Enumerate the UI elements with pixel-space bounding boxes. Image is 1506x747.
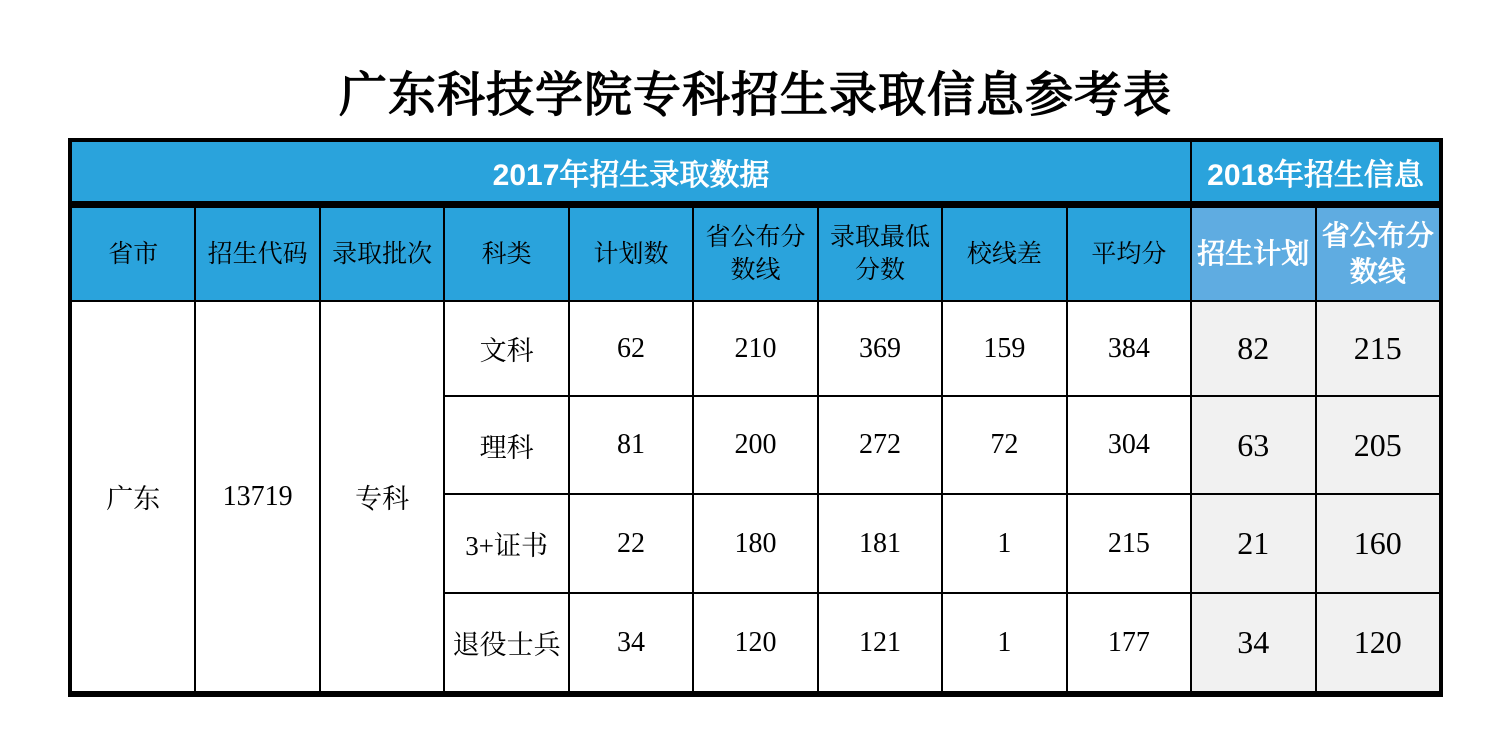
cell-value-2018: [1192, 495, 1314, 592]
page-title: 广东科技学院专科招生录取信息参考表: [338, 69, 1172, 122]
cell-value-2018: [1317, 397, 1439, 493]
cell-value: 34: [570, 594, 692, 691]
cell-value: 72: [943, 397, 1065, 493]
cell-value: 180: [694, 495, 816, 592]
cell-value: 159: [943, 302, 1065, 395]
cell-value-2018: [1317, 302, 1439, 395]
cell-category: 3+证书: [445, 495, 567, 592]
cell-category: 文科: [445, 302, 567, 395]
cell-value: 1: [943, 495, 1065, 592]
cell-value-2018-text: 120: [1353, 624, 1402, 660]
cell-value-2018: [1192, 302, 1314, 395]
cell-value-2018-text: 21: [1237, 525, 1270, 561]
header-cell-plan-2018: 招生计划: [1192, 208, 1314, 300]
cell-value-2018-text: 205: [1353, 426, 1402, 463]
cell-value: 272: [819, 397, 941, 493]
cell-value: 62: [570, 302, 692, 395]
cell-value-2018-text: 82: [1237, 330, 1270, 366]
cell-value: 81: [570, 397, 692, 493]
header-cell-min-score: 录取最低分数: [819, 208, 941, 300]
cell-province: 广东: [72, 302, 194, 691]
header-cell-prov-line: 省公布分数线: [694, 208, 816, 300]
cell-value-2018-text: 215: [1353, 330, 1402, 366]
band-2017-label: 2017年招生录取数据: [492, 158, 770, 192]
cell-value-2018-text: 160: [1353, 525, 1402, 561]
cell-value: 120: [694, 594, 816, 691]
cell-value-2018: [1317, 594, 1439, 691]
cell-value: 181: [819, 495, 941, 592]
cell-value: 304: [1068, 397, 1190, 493]
admission-table: [68, 138, 1443, 697]
cell-value: 384: [1068, 302, 1190, 395]
header-cell-plan: 计划数: [570, 208, 692, 300]
cell-value-2018: [1192, 397, 1314, 493]
band-2017-section: [72, 142, 1190, 206]
cell-value: 121: [819, 594, 941, 691]
header-cell-category: 科类: [445, 208, 567, 300]
header-cell-code: 招生代码: [196, 208, 318, 300]
cell-value: 210: [694, 302, 816, 395]
cell-value-2018: [1317, 495, 1439, 592]
cell-value: 369: [819, 302, 941, 395]
band-2018-section: [1192, 142, 1439, 206]
cell-category: 理科: [445, 397, 567, 493]
header-cell-batch: 录取批次: [321, 208, 443, 300]
header-cell-prov-line-2018: 省公布分数线: [1317, 208, 1439, 300]
header-cell-province: 省市: [72, 208, 194, 300]
header-cell-avg: 平均分: [1068, 208, 1190, 300]
cell-value: 215: [1068, 495, 1190, 592]
header-cell-diff: 校线差: [943, 208, 1065, 300]
band-2018-label: 2018年招生信息: [1207, 158, 1424, 192]
cell-category: 退役士兵: [445, 594, 567, 691]
cell-value: 1: [943, 594, 1065, 691]
cell-value: 177: [1068, 594, 1190, 691]
cell-batch: 专科: [321, 302, 443, 691]
cell-value: 200: [694, 397, 816, 493]
cell-value-2018-text: 63: [1237, 426, 1270, 463]
cell-value-2018-text: 34: [1237, 624, 1270, 660]
cell-code: 13719: [196, 302, 318, 691]
cell-value-2018: [1192, 594, 1314, 691]
cell-value: 22: [570, 495, 692, 592]
